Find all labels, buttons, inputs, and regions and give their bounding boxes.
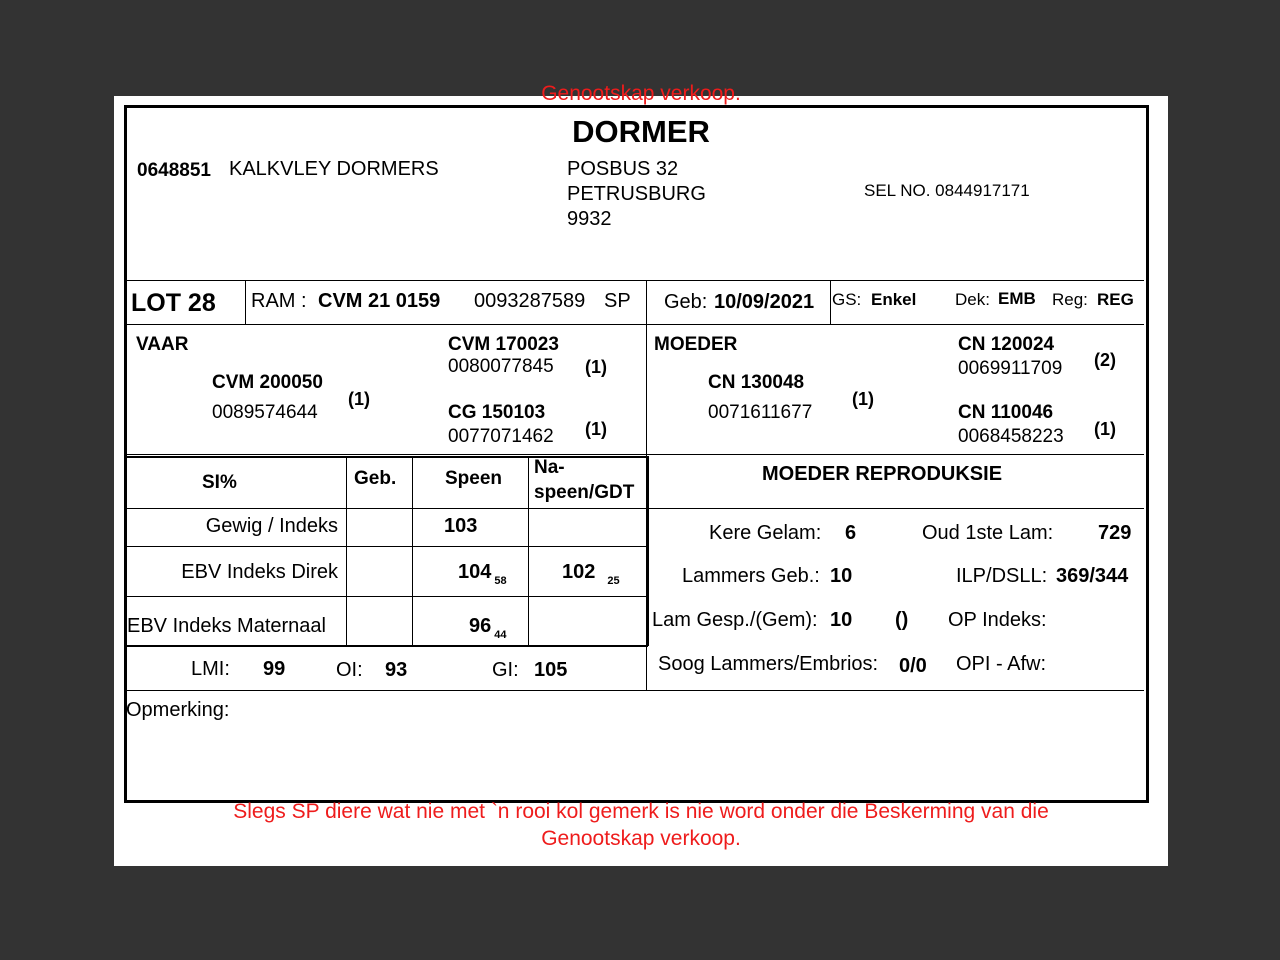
kere-gelam-value: 6: [845, 522, 857, 544]
lam-gesp-label: Lam Gesp./(Gem):: [652, 609, 818, 631]
reg-value: REG: [1097, 290, 1134, 309]
breed-title: DORMER: [572, 114, 710, 149]
ram-reg-number: 0093287589: [474, 290, 586, 312]
rule-lot-divider: [245, 280, 246, 324]
ilp-value: 369/344: [1056, 565, 1129, 587]
header-naspeen-line1: Na-: [534, 457, 565, 478]
gs-value: Enkel: [871, 290, 917, 309]
remarks-label: Opmerking:: [126, 699, 230, 721]
rule-summary-bottom: [126, 690, 1144, 691]
dam-sire-number: 0069911709: [958, 358, 1063, 379]
header-cut-notice: Genootskap verkoop.: [541, 82, 741, 105]
row-label-direk: EBV Indeks Direk: [181, 561, 338, 583]
footer-notice-line2: Genootskap verkoop.: [541, 827, 741, 850]
lot-number: LOT 28: [131, 289, 216, 317]
dam-number: 0071611677: [708, 402, 813, 423]
breeder-number: 0648851: [137, 160, 211, 181]
dam-dam-id: CN 110046: [958, 402, 1054, 423]
dek-value: EMB: [998, 289, 1036, 308]
header-speen: Speen: [445, 468, 503, 489]
footer-notice-line1: Slegs SP diere wat nie met `n rooi kol gemerk is nie word onder die Beskerming van die: [233, 800, 1049, 823]
lammers-geb-value: 10: [830, 565, 853, 587]
sire-dam-count: (1): [585, 419, 607, 439]
lmi-value: 99: [263, 658, 286, 680]
row-direk-speen: 104 $_{58}$: [458, 561, 507, 587]
dek-label: Dek:: [955, 290, 990, 309]
breeder-name: KALKVLEY DORMERS: [229, 158, 439, 180]
rule-col-naspeen: [528, 456, 529, 646]
rule-repro-title: [648, 508, 1144, 509]
dam-count: (1): [852, 389, 874, 409]
rule-table-bottom: [126, 645, 648, 647]
dam-sire-id: CN 120024: [958, 334, 1055, 355]
lot-card-page: [114, 82, 1168, 866]
sire-number: 0089574644: [212, 402, 318, 423]
lam-gesp-gem-value: (): [895, 609, 909, 631]
oud-1ste-lam-value: 729: [1098, 522, 1132, 544]
dam-dam-count: (1): [1094, 419, 1116, 439]
address-line2: PETRUSBURG: [567, 183, 706, 205]
rule-row1: [126, 508, 648, 509]
row-direk-speen-sub: 58: [494, 575, 507, 587]
birth-label: Geb:: [664, 291, 708, 313]
rule-col-geb: [346, 456, 347, 646]
rule-birth-divider: [830, 280, 831, 324]
lmi-label: LMI:: [191, 658, 230, 680]
row-maternaal-speen-sub: 44: [494, 629, 507, 641]
rule-lot-top: [126, 280, 1144, 281]
gi-value: 105: [534, 659, 568, 681]
dam-label: MOEDER: [654, 334, 738, 355]
ram-id: CVM 21 0159: [318, 290, 441, 312]
row-direk-naspeen-sub: 25: [607, 575, 620, 587]
sire-dam-number: 0077071462: [448, 426, 554, 447]
sire-sire-number: 0080077845: [448, 356, 554, 377]
rule-table-right: [646, 456, 649, 646]
reg-label: Reg:: [1052, 290, 1088, 309]
sire-label: VAAR: [136, 334, 189, 355]
header-naspeen-line2: speen/GDT: [534, 482, 635, 503]
oi-value: 93: [385, 659, 408, 681]
rule-row3: [126, 596, 648, 597]
rule-table-top: [126, 456, 648, 458]
kere-gelam-label: Kere Gelam:: [709, 522, 822, 544]
rule-col-speen: [412, 456, 413, 646]
rule-lot-bottom: [126, 324, 1144, 325]
postal-code: 9932: [567, 208, 612, 230]
sire-sire-count: (1): [585, 357, 607, 377]
opi-afw-label: OPI - Afw:: [956, 653, 1047, 675]
ram-label: RAM :: [251, 290, 307, 312]
cell-number: SEL NO. 0844917171: [864, 181, 1030, 200]
gs-label: GS:: [832, 290, 862, 309]
dam-dam-number: 0068458223: [958, 426, 1064, 447]
sire-count: (1): [348, 389, 370, 409]
lammers-geb-label: Lammers Geb.:: [682, 565, 820, 587]
oud-1ste-lam-label: Oud 1ste Lam:: [922, 522, 1054, 544]
row-direk-naspeen: 102 $_{25}$: [562, 561, 620, 587]
op-indeks-label: OP Indeks:: [948, 609, 1047, 631]
row-maternaal-speen: 96 $_{44}$: [469, 615, 507, 641]
ilp-label: ILP/DSLL:: [956, 565, 1048, 587]
header-si: SI%: [202, 472, 237, 493]
gi-label: GI:: [492, 659, 519, 681]
soog-value: 0/0: [899, 655, 927, 677]
sire-dam-id: CG 150103: [448, 402, 546, 423]
birth-date: 10/09/2021: [714, 291, 815, 313]
ram-grade: SP: [604, 290, 631, 312]
row-label-maternaal: EBV Indeks Maternaal: [127, 615, 326, 637]
address-line1: POSBUS 32: [567, 158, 679, 180]
soog-label: Soog Lammers/Embrios:: [658, 653, 879, 675]
dam-id: CN 130048: [708, 372, 805, 393]
oi-label: OI:: [336, 659, 363, 681]
rule-row2: [126, 546, 648, 547]
lam-gesp-value: 10: [830, 609, 853, 631]
row-label-gewig: Gewig / Indeks: [205, 515, 338, 537]
header-geb: Geb.: [354, 468, 397, 489]
sire-sire-id: CVM 170023: [448, 334, 559, 355]
repro-title: MOEDER REPRODUKSIE: [762, 463, 1003, 485]
sire-id: CVM 200050: [212, 372, 323, 393]
row-gewig-speen: 103: [444, 515, 478, 537]
dam-sire-count: (2): [1094, 350, 1116, 370]
rule-pedigree-bottom: [126, 454, 1144, 455]
